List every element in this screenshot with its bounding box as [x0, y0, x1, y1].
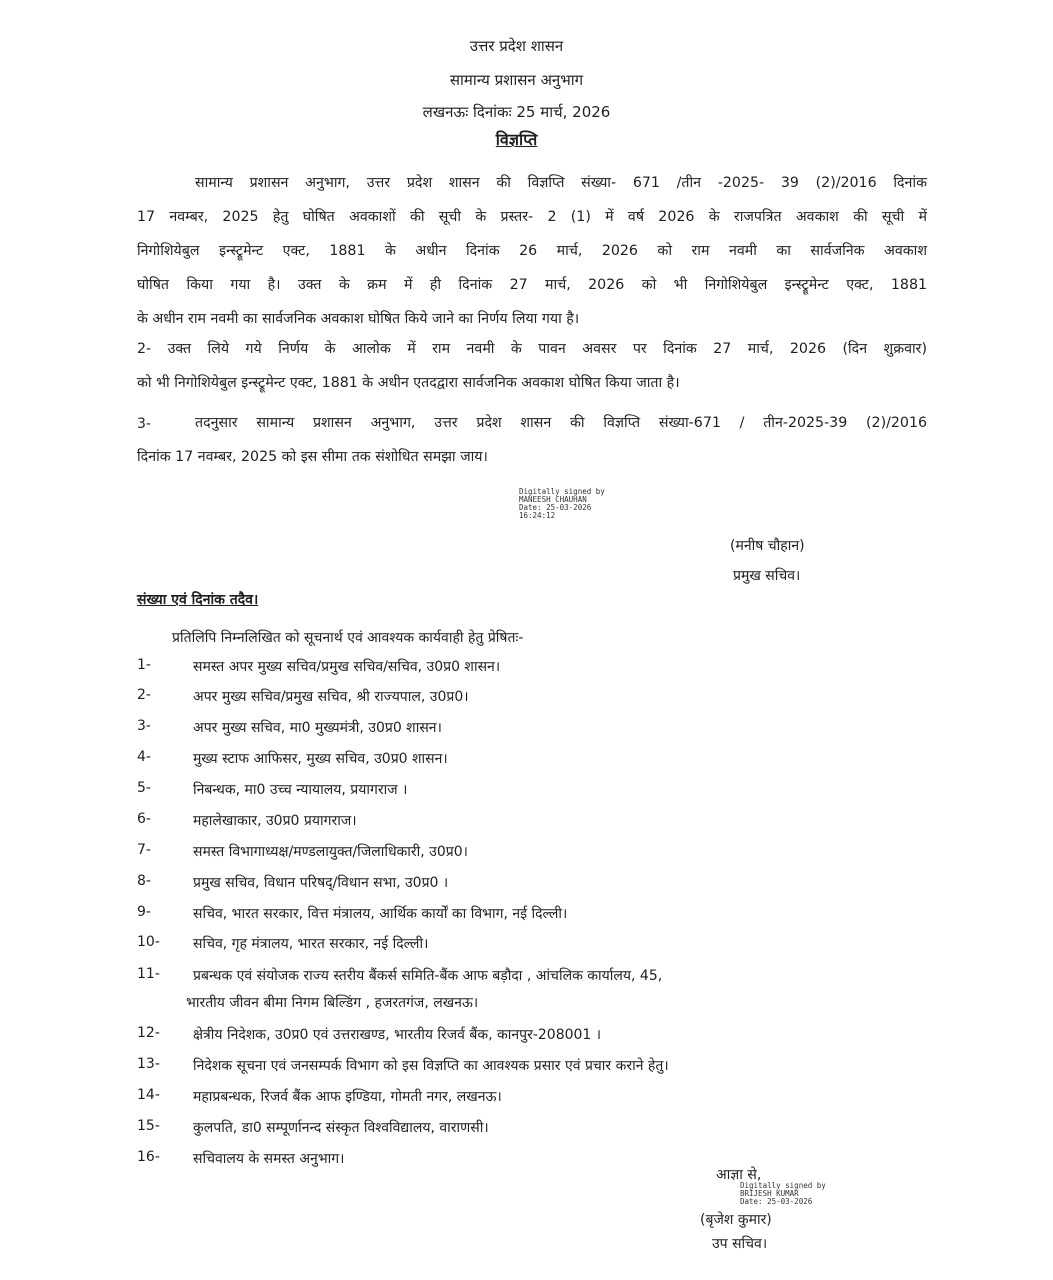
header-date — [0, 102, 1053, 122]
list-item-number: 14- — [137, 1087, 160, 1103]
digital-signature-stamp-2 — [740, 1182, 826, 1206]
list-item: महाप्रबन्धक, रिजर्व बैंक आफ इण्डिया, गोमती नगर, लखनऊ। — [193, 1089, 502, 1105]
list-item: प्रमुख सचिव, विधान परिषद्/विधान सभा, उ0प्र0 । — [193, 875, 449, 891]
copy-intro: प्रतिलिपि निम्नलिखित को सूचनार्थ एवं आवश्यक कार्यवाही हेतु प्रेषितः- — [172, 630, 524, 646]
header-line-1: उत्तर प्रदेश शासन — [469, 37, 564, 55]
paragraph-1-line: सामान्य प्रशासन अनुभाग, उत्तर प्रदेश शासन की विज्ञप्ति संख्या- 671 /तीन -2025- 39 (2)/2016 दिनांक — [195, 175, 927, 191]
list-item-number: 9- — [137, 904, 151, 920]
digital-sign-line: BRIJESH KUMAR — [740, 1189, 799, 1198]
list-item: कुलपति, डा0 सम्पूर्णानन्द संस्कृत विश्वविद्यालय, वाराणसी। — [193, 1120, 489, 1136]
header-department — [0, 70, 1053, 90]
closing-signatory-designation: उप सचिव। — [712, 1236, 768, 1252]
paragraph-1-line: के अधीन राम नवमी का सार्वजनिक अवकाश घोषित किये जाने का निर्णय लिया गया है। — [137, 311, 580, 327]
header-government — [0, 36, 1053, 56]
list-item-number: 8- — [137, 873, 151, 889]
list-item: समस्त अपर मुख्य सचिव/प्रमुख सचिव/सचिव, उ0प्र0 शासन। — [193, 659, 501, 675]
paragraph-2 — [137, 332, 927, 400]
paragraph-2-line: को भी निगोशियेबुल इन्स्ट्रूमेन्ट एक्ट, 1881 के अधीन एतदद्वारा सार्वजनिक अवकाश घोषित किया जाता है। — [137, 375, 680, 391]
list-item-number: 2- — [137, 687, 151, 703]
paragraph-3-line: दिनांक 17 नवम्बर, 2025 को इस सीमा तक संशोधित समझा जाय। — [137, 449, 488, 465]
digital-sign-line: Date: 25-03-2026 — [740, 1197, 813, 1206]
list-item-continuation: भारतीय जीवन बीमा निगम बिल्डिंग , हजरतगंज, लखनऊ। — [186, 995, 479, 1011]
list-item-number: 1- — [137, 657, 151, 673]
closing-signatory-name: (बृजेश कुमार) — [700, 1212, 772, 1228]
list-item-number: 6- — [137, 811, 151, 827]
list-item: महालेखाकार, उ0प्र0 प्रयागराज। — [193, 813, 357, 829]
list-item-number: 7- — [137, 842, 151, 858]
header-line-3: लखनऊः दिनांकः 25 मार्च, 2026 — [422, 103, 611, 121]
list-item: निबन्धक, मा0 उच्च न्यायालय, प्रयागराज । — [193, 782, 408, 798]
list-item-number: 5- — [137, 780, 151, 796]
paragraph-1-line: निगोशियेबुल इन्स्ट्रूमेन्ट एक्ट, 1881 के अधीन दिनांक 26 मार्च, 2026 को राम नवमी का सार्वजनिक अवकाश — [137, 243, 927, 259]
digital-signature-stamp-1 — [519, 488, 605, 520]
paragraph-3 — [137, 406, 927, 474]
digital-sign-line: Digitally signed by — [519, 487, 605, 496]
list-item: अपर मुख्य सचिव, मा0 मुख्यमंत्री, उ0प्र0 शासन। — [193, 720, 442, 736]
list-item: सचिव, भारत सरकार, वित्त मंत्रालय, आर्थिक कार्यों का विभाग, नई दिल्ली। — [193, 906, 568, 922]
closing-order: आज्ञा से, — [716, 1167, 762, 1183]
paragraph-3-line: तदनुसार सामान्य प्रशासन अनुभाग, उत्तर प्रदेश शासन की विज्ञप्ति संख्या-671 / तीन-2025-39 (2)/2016 — [195, 415, 927, 431]
list-item: निदेशक सूचना एवं जनसम्पर्क विभाग को इस विज्ञप्ति का आवश्यक प्रसार एवं प्रचार कराने हेतु। — [193, 1058, 669, 1074]
digital-sign-line: MANEESH CHAUHAN — [519, 495, 587, 504]
header-line-2: सामान्य प्रशासन अनुभाग — [449, 71, 584, 89]
paragraph-1-line: घोषित किया गया है। उक्त के क्रम में ही दिनांक 27 मार्च, 2026 को भी निगोशियेबुल इन्स्ट्रूमेन्ट एक्ट, 1881 — [137, 277, 927, 293]
list-item-number: 15- — [137, 1118, 160, 1134]
signatory-name: (मनीष चौहान) — [730, 538, 805, 554]
list-item-number: 3- — [137, 718, 151, 734]
list-item: सचिव, गृह मंत्रालय, भारत सरकार, नई दिल्ली। — [193, 936, 429, 952]
paragraph-1 — [137, 166, 927, 336]
document-title — [0, 128, 1053, 150]
signatory-designation: प्रमुख सचिव। — [733, 568, 801, 584]
list-item-number: 12- — [137, 1025, 160, 1041]
list-item-number: 10- — [137, 934, 160, 950]
paragraph-1-line: 17 नवम्बर, 2025 हेतु घोषित अवकाशों की सूची के प्रस्तर- 2 (1) में वर्ष 2026 के राजपत्रित अवकाश की सूची में — [137, 209, 927, 225]
digital-sign-line: Date: 25-03-2026 — [519, 503, 592, 512]
list-item-number: 11- — [137, 966, 160, 982]
digital-sign-line: 16:24:12 — [519, 511, 556, 520]
paragraph-3-number: 3- — [137, 416, 151, 432]
list-item: क्षेत्रीय निदेशक, उ0प्र0 एवं उत्तराखण्ड, भारतीय रिजर्व बैंक, कानपुर-208001 । — [193, 1027, 602, 1043]
digital-sign-line: Digitally signed by — [740, 1181, 826, 1190]
title-text: विज्ञप्ति — [495, 130, 538, 149]
list-item: अपर मुख्य सचिव/प्रमुख सचिव, श्री राज्यपाल, उ0प्र0। — [193, 689, 469, 705]
list-item-number: 13- — [137, 1056, 160, 1072]
list-item: सचिवालय के समस्त अनुभाग। — [193, 1151, 345, 1167]
list-item-number: 4- — [137, 749, 151, 765]
list-item-number: 16- — [137, 1149, 160, 1165]
reference-heading: संख्या एवं दिनांक तदैव। — [137, 592, 259, 608]
list-item: समस्त विभागाध्यक्ष/मण्डलायुक्त/जिलाधिकारी, उ0प्र0। — [193, 844, 468, 860]
paragraph-2-line: 2- उक्त लिये गये निर्णय के आलोक में राम नवमी के पावन अवसर पर दिनांक 27 मार्च, 2026 (दिन शुक्रवार) — [137, 341, 927, 357]
list-item: मुख्य स्टाफ आफिसर, मुख्य सचिव, उ0प्र0 शासन। — [193, 751, 448, 767]
list-item: प्रबन्धक एवं संयोजक राज्य स्तरीय बैंकर्स समिति-बैंक आफ बड़ौदा , आंचलिक कार्यालय, 45, — [193, 968, 663, 984]
